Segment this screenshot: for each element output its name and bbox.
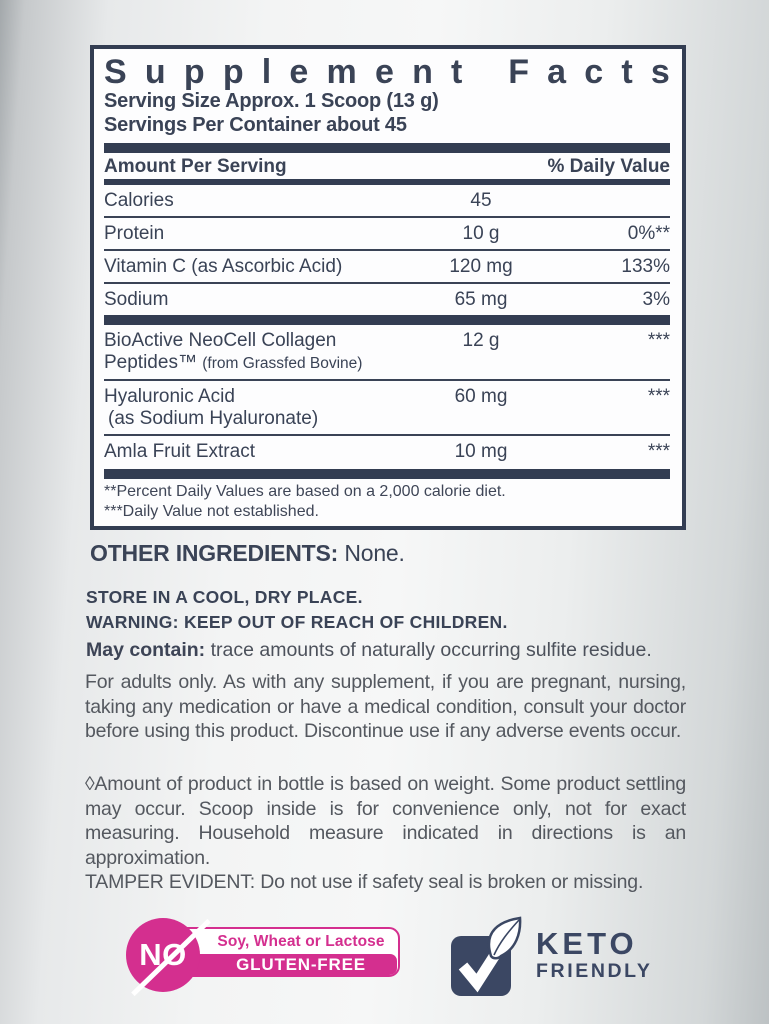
nutrient-amount: 10 g: [462, 223, 500, 244]
table-row: [104, 251, 670, 282]
table-header: [104, 155, 670, 179]
divider: [104, 469, 670, 479]
other-ingredients-label: OTHER INGREDIENTS:: [90, 540, 339, 566]
nutrient-source-note: (as Sodium Hyaluronate): [108, 408, 319, 429]
nutrient-amount: 60 mg: [454, 386, 508, 407]
may-contain-label: May contain:: [86, 639, 206, 661]
servings-per-container: Servings Per Container about 45: [104, 114, 407, 136]
other-ingredients-value: None.: [344, 540, 405, 566]
nutrient-dv: 3%: [642, 289, 670, 310]
nutrient-amount: 65 mg: [454, 289, 508, 310]
no-label: NO: [139, 937, 187, 972]
nutrient-name: BioActive NeoCell Collagen Peptides™ (from Grassfed Bovine): [104, 330, 363, 373]
nutrient-name: Vitamin C (as Ascorbic Acid): [104, 256, 343, 277]
nutrient-name: Hyaluronic Acid (as Sodium Hyaluronate): [104, 386, 396, 430]
nutrient-amount: 120 mg: [449, 256, 513, 277]
no-soy-wheat-lactose-text: Soy, Wheat or Lactose: [217, 932, 385, 950]
leaf-check-icon: [450, 916, 524, 1003]
gluten-free-ribbon: [168, 927, 400, 977]
nutrient-dv: 133%: [621, 256, 670, 277]
daily-value-header: % Daily Value: [547, 156, 670, 177]
may-contain-value: trace amounts of naturally occurring sulfite residue.: [210, 639, 652, 661]
warning-note: WARNING: KEEP OUT OF REACH OF CHILDREN.: [86, 612, 508, 632]
badge-row: [126, 916, 653, 1003]
nutrient-dv: [566, 190, 670, 212]
nutrient-name: Sodium: [104, 289, 169, 310]
nutrient-name: Calories: [104, 190, 174, 211]
tamper-evident-note: TAMPER EVIDENT: Do not use if safety seal is broken or missing.: [85, 871, 644, 893]
nutrient-amount: 12 g: [462, 330, 500, 351]
panel-title: S u p p l e m e n t F a c t s: [104, 53, 670, 91]
keto-friendly-badge: [450, 916, 653, 1003]
gluten-free-badge: [126, 916, 400, 996]
other-ingredients: [90, 540, 405, 567]
adult-advisory-paragraph: For adults only. As with any supplement, if you are pregnant, nursing, taking any medication or have a medical condition, consult your doctor before using this product. Discontinue use if any adverse events occur.: [85, 671, 686, 742]
friendly-label: FRIENDLY: [536, 960, 653, 982]
nutrient-amount: 45: [470, 190, 492, 211]
gluten-free-text: GLUTEN-FREE: [171, 954, 397, 975]
divider: [104, 143, 670, 153]
table-row: [104, 325, 670, 379]
may-contain-note: [86, 639, 652, 662]
nutrient-amount: 10 mg: [454, 441, 508, 462]
table-row: [104, 218, 670, 249]
table-row: [104, 436, 670, 467]
divider: [104, 315, 670, 325]
table-row: [104, 381, 670, 434]
settling-paragraph: ◊Amount of product in bottle is based on weight. Some product settling may occur. Scoop inside is for convenience only, not for exact measuring. Household measure indicated in directions is an approximation.: [85, 773, 686, 869]
nutrient-dv: ***: [647, 441, 670, 462]
nutrient-name: Amla Fruit Extract: [104, 441, 255, 462]
no-slash-icon: [126, 918, 200, 992]
table-row: [104, 185, 670, 216]
daily-value-footnote: **Percent Daily Values are based on a 2,000 calorie diet. ***Daily Value not established.: [104, 483, 506, 520]
amount-per-serving-header: Amount Per Serving: [104, 156, 287, 177]
keto-label: KETO: [536, 926, 638, 961]
nutrient-name: Protein: [104, 223, 165, 244]
supplement-facts-panel: [90, 45, 686, 530]
nutrient-dv: ***: [647, 330, 670, 351]
nutrient-dv: ***: [647, 386, 670, 407]
table-row: [104, 284, 670, 315]
nutrient-source-note: (from Grassfed Bovine): [202, 355, 363, 372]
serving-size: Serving Size Approx. 1 Scoop (13 g): [104, 90, 439, 112]
keto-friendly-text: [536, 928, 653, 982]
nutrient-dv: 0%**: [627, 223, 670, 244]
storage-note: STORE IN A COOL, DRY PLACE.: [86, 587, 363, 607]
